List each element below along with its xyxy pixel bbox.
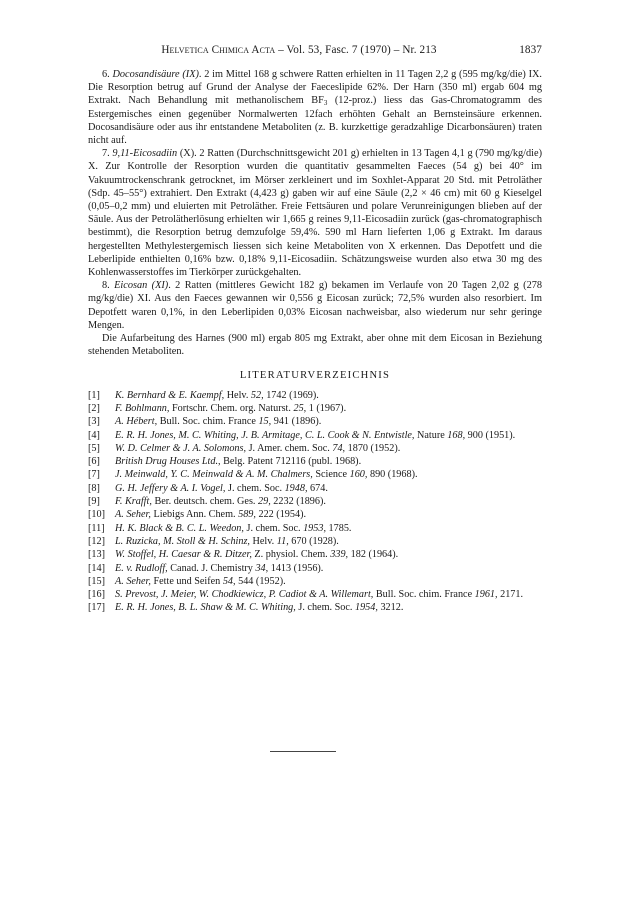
reference-authors: E. v. Rudloff, <box>115 562 168 574</box>
reference-source: Liebigs Ann. Chem. <box>150 509 239 521</box>
reference-item <box>88 455 542 468</box>
reference-volume: 1961, <box>474 589 498 601</box>
reference-number: [3] <box>88 416 100 428</box>
paragraph-eicosan <box>88 279 542 332</box>
reference-volume: 29, <box>258 496 271 508</box>
reference-number: [5] <box>88 442 100 454</box>
reference-pages: 1413 (1956). <box>268 562 324 574</box>
reference-number: [15] <box>88 575 105 587</box>
reference-item <box>88 429 542 442</box>
reference-volume: 168, <box>447 429 466 441</box>
reference-item <box>88 601 542 614</box>
reference-number: [13] <box>88 549 105 561</box>
reference-source: Ber. deutsch. chem. Ges. <box>151 496 258 508</box>
reference-item <box>88 468 542 481</box>
reference-authors: J. Meinwald, Y. C. Meinwald & A. M. Chalmers, <box>115 469 313 481</box>
reference-authors: British Drug Houses Ltd., <box>115 456 221 468</box>
reference-authors: W. D. Celmer & J. A. Solomons, <box>115 442 247 454</box>
reference-volume: 1948, <box>284 482 308 494</box>
reference-source: Belg. Patent 712116 (publ. 1968). <box>220 456 362 468</box>
reference-pages: 544 (1952). <box>235 575 286 587</box>
bibliography-heading: LITERATURVERZEICHNIS <box>239 370 391 382</box>
reference-volume: 1954, <box>354 602 378 614</box>
reference-item <box>88 548 542 561</box>
reference-pages: 900 (1951). <box>465 429 516 441</box>
paragraph-docosandisaeure <box>88 68 542 147</box>
reference-number: [9] <box>88 496 100 508</box>
reference-source: Fette und Seifen <box>150 575 223 587</box>
reference-authors: A. Seher, <box>115 575 151 587</box>
reference-volume: 1953, <box>303 522 326 534</box>
reference-number: [16] <box>88 589 105 601</box>
paragraph-text: . 2 Ratten (mittleres Gewicht 182 g) bekamen im Verlaufe von 20 Tagen 2,02 g (278 mg/kg/die) XI. Aus den Faeces gewannen wir 0,556 g Eicosan zurück; 72,5% wurden also resorbiert. Im Depotfett waren 0,1%, in den Leberlipiden 0,03% Eicosan nachweisbar, also wiederum nur sehr geringe Mengen. <box>88 280 543 331</box>
reference-item <box>88 482 542 495</box>
reference-authors: F. Bohlmann, <box>115 402 170 414</box>
reference-authors: W. Stoffel, H. Caesar & R. Ditzer, <box>115 549 252 561</box>
end-rule <box>270 751 336 752</box>
reference-number: [8] <box>88 482 100 494</box>
paragraph-text: Die Aufarbeitung des Harnes (900 ml) ergab 805 mg Extrakt, aber ohne mit dem Eicosan in Beziehung stehenden Metaboliten. <box>88 333 542 358</box>
reference-volume: 52, <box>250 389 264 401</box>
reference-number: [17] <box>88 602 105 614</box>
reference-volume: 589, <box>238 509 256 521</box>
reference-source: Canad. J. Chemistry <box>167 562 256 574</box>
reference-number: [4] <box>88 429 100 441</box>
paragraph-eicosadiin <box>88 147 542 279</box>
reference-item <box>88 535 542 548</box>
reference-number: [12] <box>88 535 105 547</box>
reference-authors: A. Hébert, <box>115 416 158 428</box>
reference-source: Bull. Soc. chim. France <box>373 589 475 601</box>
reference-volume: 34, <box>255 562 269 574</box>
reference-item <box>88 402 542 415</box>
compound-label: (X) <box>179 148 195 160</box>
article-body <box>88 68 542 615</box>
reference-item <box>88 522 542 535</box>
reference-authors: L. Ruzicka, M. Stoll & H. Schinz, <box>115 535 250 547</box>
compound-name: Docosandisäure <box>112 69 180 80</box>
reference-volume: 11, <box>276 535 289 547</box>
reference-number: [1] <box>88 389 100 401</box>
reference-item <box>88 442 542 455</box>
reference-pages: 2171. <box>497 589 524 601</box>
reference-item <box>88 575 542 588</box>
reference-authors: G. H. Jeffery & A. I. Vogel, <box>115 482 226 494</box>
paragraph-text: . 2 im Mittel 168 g schwere Ratten erhielten in 11 Tagen 2,2 g (595 mg/kg/die) IX. Die Resorption betrug auf Grund der Analyse der Faeceslipide 62%. Der Harn (350 ml) ergab 604 mg Extrakt. Nach Behandlung mit methanolischem $BF_3$ (12-proz.) liess das Gas-Chromatogramm des Estergemisches einen gegenüber Normalwerten 12fach erhöhten Gehalt an Bernsteinsäure erkennen. Docosandisäure oder aus ihr entstandene Metaboliten (z. B. kurzkettige geradzahlige Dicarbonsäuren) traten nicht auf. <box>88 69 543 147</box>
reference-pages: 941 (1896). <box>271 416 322 428</box>
reference-volume: 339, <box>330 549 349 561</box>
reference-item <box>88 389 542 402</box>
reference-pages: 674. <box>307 482 328 494</box>
reference-number: [7] <box>88 469 100 481</box>
reference-item <box>88 415 542 428</box>
reference-volume: 160, <box>349 469 368 481</box>
compound-label: (IX) <box>182 69 199 80</box>
compound-label: (XI) <box>151 280 169 292</box>
paragraph-text: . 2 Ratten (Durchschnittsgewicht 201 g) erhielten in 13 Tagen 4,1 g (790 mg/kg/die) X. Zur Kontrolle der Resorption wurden die quantitativ gesammelten Faeces (54 g) bei 40° im Vakuumtrockenschrank getrocknet, im Mörser zerkleinert und im Soxhlet-Apparat 20 Std. mit Petroläther (Sdp. 45–55°) extrahiert. Den Extrakt (4,423 g) gaben wir auf eine Säule (2,2 × 46 cm) mit 60 g Kieselgel (0,05–0,2 mm) und eluierten mit Petroläther. Freie Fettsäuren und polare Verunreinigungen blieben auf der Säule. Aus der Petrolätherlösung erhielten wir 1,665 g reines 9,11-Eicosadiin zurück (gas-chromatographisch bestimmt), die Resorption betrug demzufolge 59,4%. 590 ml Harn lieferten 1,06 g Extrakt. Im daraus hergestellten Methylestergemisch liessen sich keine Metaboliten von X erkennen. Das Depotfett und die Leberlipide enthielten 0,16% bzw. 0,18% 9,11-Eicosadiin. Schätzungsweise wurden also etwa 30 mg des Kohlenwasserstoffes im Tierkörper zurückgehalten. <box>88 148 542 279</box>
reference-item <box>88 508 542 521</box>
reference-source: Z. physiol. Chem. <box>251 549 331 561</box>
reference-item <box>88 588 542 601</box>
running-title <box>88 44 510 56</box>
reference-volume: 15, <box>258 416 272 428</box>
reference-pages: 182 (1964). <box>348 549 399 561</box>
reference-source: Science <box>312 469 350 481</box>
reference-authors: K. Bernhard & E. Kaempf, <box>115 389 225 401</box>
reference-source: Helv. <box>249 535 277 547</box>
reference-authors: E. R. H. Jones, M. C. Whiting, J. B. Armitage, C. L. Cook & N. Entwistle, <box>115 429 415 441</box>
reference-volume: 74, <box>332 442 346 454</box>
reference-volume: 54, <box>222 575 236 587</box>
reference-item <box>88 562 542 575</box>
reference-number: [6] <box>88 456 100 468</box>
running-header <box>88 44 542 60</box>
paragraph-number: 6. <box>102 69 113 80</box>
reference-source: J. chem. Soc. <box>295 602 355 614</box>
reference-source: Helv. <box>224 389 251 401</box>
reference-source: Bull. Soc. chim. France <box>157 416 259 428</box>
reference-pages: 1 (1967). <box>306 402 347 414</box>
reference-number: [10] <box>88 509 105 521</box>
issue-info: – Vol. 53, Fasc. 7 (1970) – Nr. 213 <box>278 44 437 56</box>
reference-source: Fortschr. Chem. org. Naturst. <box>169 402 294 414</box>
reference-pages: 222 (1954). <box>255 509 307 521</box>
reference-item <box>88 495 542 508</box>
reference-authors: H. K. Black & B. C. L. Weedon, <box>115 522 244 534</box>
reference-volume: 25, <box>293 402 307 414</box>
reference-pages: 670 (1928). <box>288 535 339 547</box>
reference-source: J. chem. Soc. <box>243 522 304 534</box>
reference-pages: 1870 (1952). <box>345 442 401 454</box>
paragraph-number: 8. <box>102 280 115 292</box>
paragraph-number: 7. <box>102 148 113 160</box>
compound-name: 9,11-Eicosadiin <box>112 148 178 160</box>
page-number: 1837 <box>519 44 542 56</box>
reference-pages: 1785. <box>326 522 352 534</box>
reference-pages: 2232 (1896). <box>270 496 326 508</box>
paragraph-harn <box>88 332 542 358</box>
reference-pages: 3212. <box>377 602 404 614</box>
reference-authors: A. Seher, <box>115 509 151 521</box>
reference-source: J. Amer. chem. Soc. <box>246 442 333 454</box>
reference-list <box>88 389 542 615</box>
reference-pages: 890 (1968). <box>367 469 418 481</box>
reference-authors: E. R. H. Jones, B. L. Shaw & M. C. Whiting, <box>115 602 296 614</box>
reference-source: J. chem. Soc. <box>225 482 285 494</box>
reference-pages: 1742 (1969). <box>263 389 319 401</box>
journal-name: Helvetica Chimica Acta <box>161 44 276 56</box>
reference-authors: S. Prevost, J. Meier, W. Chodkiewicz, P. Cadiot & A. Willemart, <box>115 589 374 601</box>
reference-number: [14] <box>88 562 105 574</box>
reference-number: [11] <box>88 522 105 534</box>
reference-number: [2] <box>88 402 100 414</box>
reference-authors: F. Krafft, <box>115 496 152 508</box>
reference-source: Nature <box>414 429 448 441</box>
compound-name: Eicosan <box>114 280 148 292</box>
